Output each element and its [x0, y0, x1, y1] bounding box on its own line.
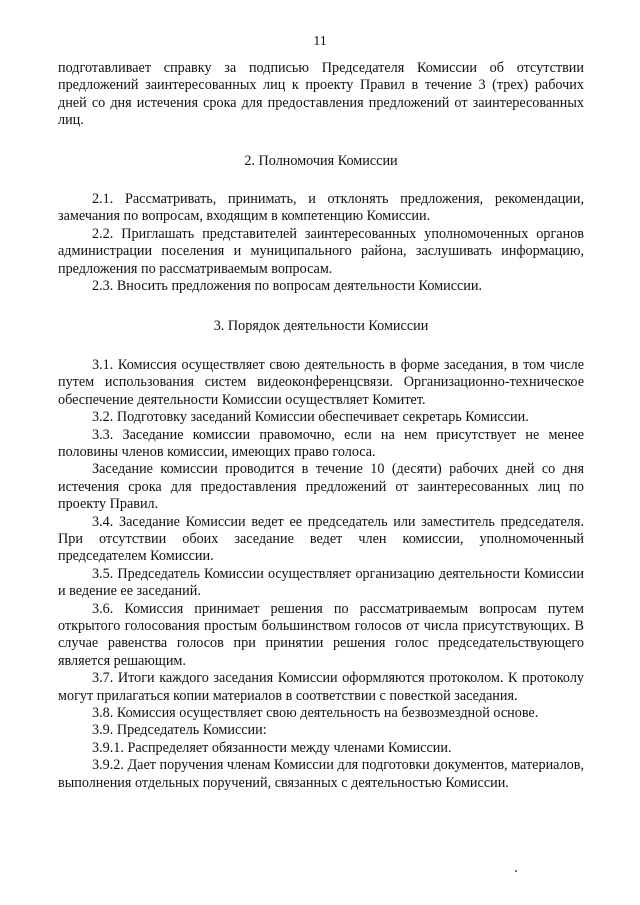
spacer: [58, 130, 584, 153]
paragraph-3-8: 3.8. Комиссия осуществляет свою деятельность на безвозмездной основе.: [92, 705, 539, 721]
paragraph-3-2: 3.2. Подготовку заседаний Комиссии обеспечивает секретарь Комиссии.: [92, 409, 529, 426]
paragraph-2-2: 2.2. Приглашать представителей заинтересованных уполномоченных органов администрации поселения и муниципального района, заслушивать информацию, предложения по рассматриваемым вопросам.: [58, 225, 584, 277]
paragraph-3-3-meeting: Заседание комиссии проводится в течение 10 (десяти) рабочих дней со дня истечения срока для предоставления предложений от заинтересованных лиц по проекту Правил.: [58, 461, 584, 513]
paragraph-3-7: 3.7. Итоги каждого заседания Комиссии оформляются протоколом. К протоколу могут прилагаться копии материалов в соответствии с повесткой заседания.: [58, 670, 584, 704]
paragraph-3-5: 3.5. Председатель Комиссии осуществляет организацию деятельности Комиссии и ведение ее заседаний.: [58, 565, 584, 600]
section-3-title: 3. Порядок деятельности Комиссии: [213, 318, 429, 335]
spacer: [58, 170, 584, 191]
paragraph-2-1: 2.1. Рассматривать, принимать, и отклонять предложения, рекомендации, замечания по вопросам, входящим в компетенцию Комиссии.: [58, 191, 584, 225]
paragraph-3-1: 3.1. Комиссия осуществляет свою деятельность в форме заседания, в том числе путем использования систем видеоконференцсвязи. Организационно-техническое обеспечение деятельности Комиссии осуществляет Комитет.: [58, 356, 584, 408]
paragraph-3-9: 3.9. Председатель Комиссии:: [92, 722, 267, 739]
document-body: [58, 60, 584, 792]
intro-paragraph: подготавливает справку за подписью Председателя Комиссии об отсутствии предложений заинтересованных лиц к проекту Правил в течение 3 (трех) рабочих дней со дня истечения срока для предоставления предложений от заинтересованных лиц.: [58, 60, 584, 129]
page-number: 11: [313, 34, 327, 49]
paragraph-3-4: 3.4. Заседание Комиссии ведет ее председатель или заместитель председателя. При отсутствии обоих заседание ведет член комиссии, уполномоченный председателем Комиссии.: [58, 513, 584, 565]
paragraph-3-6: 3.6. Комиссия принимает решения по рассматриваемым вопросам путем открытого голосования простым большинством голосов от числа присутствующих. В случае равенства голосов при принятии решения голос председательствующего является решающим.: [58, 600, 584, 669]
scan-speck: [515, 870, 517, 872]
spacer: [58, 295, 584, 318]
paragraph-3-9-1: 3.9.1. Распределяет обязанности между членами Комиссии.: [92, 739, 452, 756]
paragraph-2-3: 2.3. Вносить предложения по вопросам деятельности Комиссии.: [92, 278, 483, 295]
spacer: [58, 336, 584, 357]
section-2-title: 2. Полномочия Комиссии: [244, 152, 398, 169]
paragraph-3-3: 3.3. Заседание комиссии правомочно, если на нем присутствует не менее половины членов комиссии, имеющих право голоса.: [58, 426, 584, 460]
paragraph-3-9-2: 3.9.2. Дает поручения членам Комиссии для подготовки документов, материалов, выполнения отдельных поручений, связанных с деятельностью Комиссии.: [58, 757, 584, 791]
